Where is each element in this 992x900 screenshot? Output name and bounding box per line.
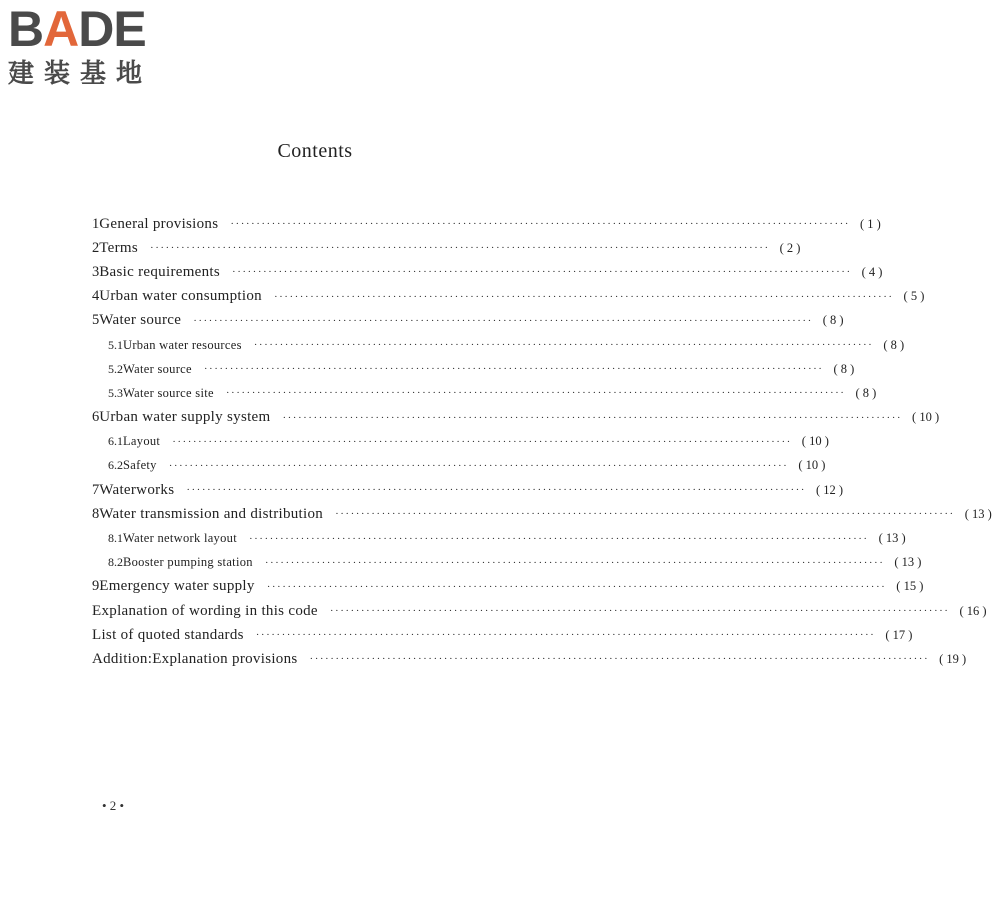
logo-wordmark — [8, 1, 146, 57]
toc-entry-page: ( 4 ) — [861, 264, 883, 279]
toc-entry-label: Terms — [99, 239, 139, 256]
toc-entry-label: Basic requirements — [99, 263, 221, 280]
toc-leader-dots: ························································································································ — [225, 387, 846, 400]
toc-entry-page: ( 13 ) — [894, 555, 922, 570]
toc-entry-label: Booster pumping station — [123, 555, 253, 570]
toc-entry-label: Water transmission and distribution — [99, 505, 324, 522]
toc-entry-page: ( 17 ) — [885, 627, 913, 642]
toc-leader-dots: ························································································································ — [335, 508, 955, 521]
toc-leader-dots: ························································································································ — [266, 580, 887, 593]
toc-entry-label: General provisions — [99, 215, 219, 232]
toc-leader-dots: ························································································································ — [309, 653, 930, 666]
toc-entry-page: ( 10 ) — [912, 410, 940, 425]
toc-entry[interactable] — [92, 454, 826, 478]
toc-entry-label: Layout — [123, 434, 161, 449]
toc-entry[interactable] — [92, 236, 801, 260]
toc-entry-page: ( 19 ) — [939, 651, 967, 666]
toc-entry-number: 7 — [92, 481, 100, 498]
toc-entry-number: 3 — [92, 263, 100, 280]
toc-entry-label: Emergency water supply — [99, 578, 255, 595]
toc-entry-page: ( 8 ) — [855, 385, 877, 400]
toc-entry-label: Safety — [123, 458, 157, 473]
toc-leader-dots: ························································································································ — [230, 218, 850, 231]
toc-entry-page: ( 13 ) — [878, 531, 906, 546]
toc-entry[interactable] — [92, 212, 881, 236]
toc-entry[interactable] — [92, 406, 940, 430]
toc-entry-page: ( 12 ) — [815, 482, 844, 497]
toc-entry-page: ( 16 ) — [959, 603, 987, 618]
toc-entry-number: 9 — [92, 578, 100, 595]
toc-entry[interactable] — [92, 623, 913, 647]
toc-entry-number: 6 — [92, 409, 100, 426]
toc-entry-number: 8.1 — [108, 531, 123, 546]
toc-entry[interactable] — [92, 575, 924, 599]
toc-leader-dots: ························································································································ — [255, 629, 876, 642]
toc-entry[interactable] — [92, 333, 905, 357]
toc-entry-page: ( 13 ) — [964, 506, 992, 521]
toc-entry-label: Urban water consumption — [99, 288, 262, 305]
toc-entry-number: 5.3 — [108, 385, 123, 400]
toc-entry-page: ( 8 ) — [833, 361, 855, 376]
toc-leader-dots: ························································································································ — [232, 266, 852, 279]
toc-entry-page: ( 5 ) — [903, 289, 925, 304]
toc-entry[interactable] — [92, 502, 992, 526]
toc-entry-number: 5.2 — [108, 361, 123, 376]
toc-entry-number: 4 — [92, 288, 100, 305]
toc-entry-label: Waterworks — [99, 481, 175, 498]
toc-leader-dots: ························································································································ — [150, 242, 770, 255]
logo-wordmark-post: DE — [78, 1, 146, 57]
page-title: Contents — [277, 140, 353, 162]
table-of-contents — [92, 212, 992, 672]
toc-entry[interactable] — [92, 526, 906, 550]
page-number: • 2 • — [102, 798, 125, 813]
toc-entry[interactable] — [92, 551, 922, 575]
toc-entry-number: 5 — [92, 312, 100, 329]
toc-entry-page: ( 1 ) — [859, 216, 881, 231]
toc-entry[interactable] — [92, 309, 844, 333]
toc-entry-label: Addition:Explanation provisions — [92, 650, 298, 667]
toc-entry[interactable] — [92, 430, 829, 454]
toc-entry[interactable] — [92, 478, 844, 502]
toc-entry[interactable] — [92, 285, 925, 309]
logo-chinese-text: 建装基地 — [8, 59, 153, 89]
toc-entry-number: 1 — [92, 215, 100, 232]
toc-entry[interactable] — [92, 599, 987, 623]
toc-entry-label: Explanation of wording in this code — [92, 602, 318, 619]
toc-leader-dots: ························································································································ — [193, 314, 813, 327]
toc-leader-dots: ························································································································ — [282, 411, 903, 424]
toc-entry-label: Urban water resources — [123, 337, 242, 352]
toc-leader-dots: ························································································································ — [329, 605, 950, 618]
toc-entry-label: Water source — [123, 361, 192, 376]
logo — [8, 1, 178, 90]
toc-entry-number: 6.2 — [108, 458, 123, 473]
toc-entry[interactable] — [92, 357, 855, 381]
toc-entry-number: 8.2 — [108, 555, 123, 570]
toc-entry-label: Water source site — [123, 385, 214, 400]
toc-leader-dots: ························································································································ — [168, 459, 789, 472]
toc-entry-page: ( 2 ) — [779, 240, 801, 255]
logo-wordmark-pre: B — [8, 1, 44, 57]
toc-entry-label: Water network layout — [123, 531, 237, 546]
toc-entry[interactable] — [92, 647, 967, 671]
toc-entry-page: ( 8 ) — [822, 313, 844, 328]
toc-leader-dots: ························································································································ — [253, 339, 874, 352]
toc-entry[interactable] — [92, 260, 883, 284]
toc-entry-number: 6.1 — [108, 434, 123, 449]
toc-entry-page: ( 15 ) — [896, 579, 924, 594]
toc-entry-number: 8 — [92, 505, 100, 522]
toc-entry-number: 2 — [92, 239, 100, 256]
toc-entry-label: Urban water supply system — [99, 409, 271, 426]
toc-leader-dots: ························································································································ — [203, 363, 824, 376]
toc-leader-dots: ························································································································ — [172, 435, 792, 448]
toc-entry-page: ( 10 ) — [798, 458, 826, 473]
logo-wordmark-accent: A — [43, 1, 79, 57]
toc-entry-page: ( 8 ) — [883, 337, 905, 352]
toc-entry-number: 5.1 — [108, 337, 123, 352]
toc-leader-dots: ························································································································ — [273, 290, 894, 303]
toc-leader-dots: ························································································································ — [264, 556, 885, 569]
toc-leader-dots: ························································································································ — [248, 532, 869, 545]
toc-leader-dots: ························································································································ — [186, 484, 806, 497]
toc-entry-label: Water source — [99, 312, 182, 329]
toc-entry-page: ( 10 ) — [801, 434, 829, 449]
toc-entry[interactable] — [92, 381, 877, 405]
toc-entry-label: List of quoted standards — [92, 626, 244, 643]
